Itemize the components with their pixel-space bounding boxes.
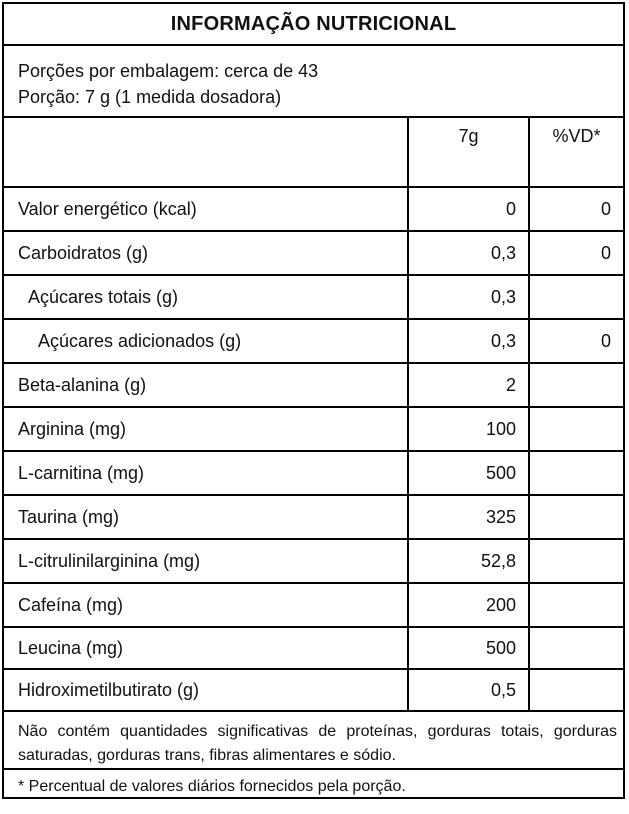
nutrient-amount: 500	[485, 462, 516, 483]
serving-info	[4, 46, 623, 118]
table-row	[4, 540, 623, 584]
serving-size: Porção: 7 g (1 medida dosadora)	[18, 87, 282, 107]
nutrient-daily-value	[530, 408, 623, 450]
nutrient-daily-value	[530, 276, 623, 318]
header-nutrient	[4, 118, 407, 186]
nutrient-name: L-carnitina (mg)	[18, 462, 145, 483]
table-row	[4, 670, 623, 712]
nutrient-name: Leucina (mg)	[18, 637, 124, 658]
table-row	[4, 628, 623, 670]
nutrient-name: Valor energético (kcal)	[18, 198, 197, 219]
nutrient-amount: 52,8	[480, 550, 516, 571]
nutrient-daily-value	[530, 584, 623, 626]
nutrient-name: Arginina (mg)	[18, 418, 127, 439]
nutrient-daily-value: 0	[600, 198, 611, 219]
table-row	[4, 320, 623, 364]
nutrient-amount: 0,3	[490, 286, 516, 307]
nutrient-daily-value	[530, 496, 623, 538]
table-row	[4, 584, 623, 628]
nutrient-amount: 0,3	[490, 330, 516, 351]
nutrient-amount: 500	[485, 637, 516, 658]
header-daily-value: %VD*	[552, 126, 601, 146]
nutrient-name: L-citrulinilarginina (mg)	[18, 550, 201, 571]
table-row	[4, 276, 623, 320]
nutrition-facts-label	[2, 2, 625, 799]
servings-per-package: Porções por embalagem: cerca de 43	[18, 61, 319, 81]
nutrient-daily-value	[530, 540, 623, 582]
table-row	[4, 496, 623, 540]
nutrition-table	[4, 118, 623, 712]
nutrient-amount: 200	[485, 594, 516, 615]
nutrient-name: Cafeína (mg)	[18, 594, 124, 615]
nutrient-name: Açúcares totais (g)	[28, 286, 179, 307]
nutrient-daily-value	[530, 364, 623, 406]
nutrient-amount: 0,3	[490, 242, 516, 263]
table-row	[4, 188, 623, 232]
nutrient-name: Beta-alanina (g)	[18, 374, 147, 395]
nutrient-amount: 0	[505, 198, 516, 219]
nutrient-amount: 2	[505, 374, 516, 395]
nutrient-name: Açúcares adicionados (g)	[38, 330, 242, 351]
footer-disclaimer: Não contém quantidades significativas de proteínas, gorduras totais, gorduras saturadas, gorduras trans, fibras alimentares e sódio.	[4, 712, 623, 770]
nutrient-daily-value	[530, 628, 623, 668]
nutrient-name: Hidroximetilbutirato (g)	[18, 679, 200, 700]
header-amount: 7g	[458, 126, 479, 146]
table-row	[4, 452, 623, 496]
table-row	[4, 408, 623, 452]
nutrient-daily-value: 0	[600, 242, 611, 263]
table-row	[4, 364, 623, 408]
nutrient-daily-value	[530, 452, 623, 494]
nutrient-name: Taurina (mg)	[18, 506, 120, 527]
nutrient-daily-value: 0	[600, 330, 611, 351]
nutrient-amount: 325	[485, 506, 516, 527]
table-header-row	[4, 118, 623, 188]
daily-value-note: * Percentual de valores diários fornecidos pela porção.	[18, 778, 406, 795]
nutrient-amount: 0,5	[490, 679, 516, 700]
nutrient-amount: 100	[485, 418, 516, 439]
nutrient-daily-value	[530, 670, 623, 710]
table-row	[4, 232, 623, 276]
label-title: INFORMAÇÃO NUTRICIONAL	[4, 4, 623, 46]
nutrient-name: Carboidratos (g)	[18, 242, 149, 263]
